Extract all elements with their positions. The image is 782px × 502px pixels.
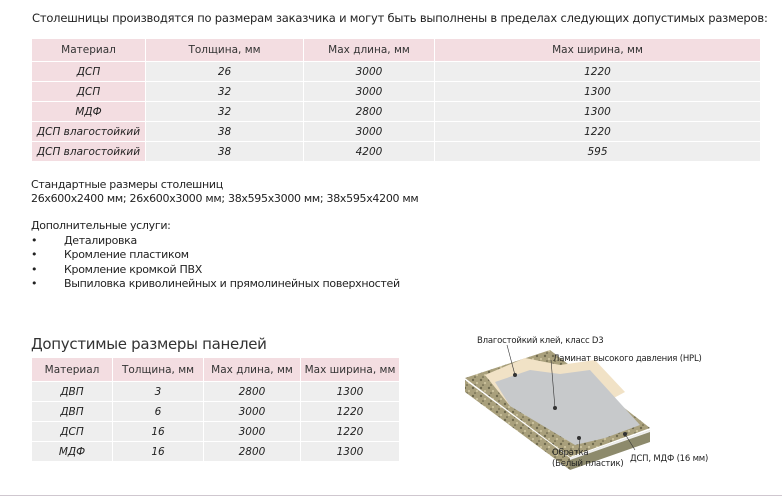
backing-pointer-dot <box>577 436 581 440</box>
cell-thickness: 16 <box>113 422 204 442</box>
cell-max-width: 1220 <box>435 62 761 82</box>
cell-max-length: 3000 <box>304 122 435 142</box>
cell-max-length: 3000 <box>204 402 301 422</box>
label-core: ДСП, МДФ (16 мм) <box>630 454 709 464</box>
glue-pointer-dot <box>513 373 517 377</box>
intro-text: Столешницы производятся по размерам заказчика и могут быть выполнены в пределах следующих допустимых размеров: <box>32 11 768 25</box>
cell-material: ДВП <box>32 402 113 422</box>
cell-thickness: 38 <box>146 142 304 162</box>
cell-max-width: 1300 <box>435 82 761 102</box>
list-item: • Кромление кромкой ПВХ <box>31 263 400 278</box>
cell-thickness: 6 <box>113 402 204 422</box>
cell-material: ДВП <box>32 382 113 402</box>
label-hpl: Ламинат высокого давления (HPL) <box>553 354 702 364</box>
table-row <box>32 422 400 442</box>
cell-thickness: 32 <box>146 102 304 122</box>
label-backing <box>552 448 624 469</box>
table-row <box>32 102 761 122</box>
table-row <box>32 142 761 162</box>
label-backing-line1: Обратка <box>552 448 589 458</box>
cell-material: ДСП <box>32 422 113 442</box>
column-header-thickness: Толщина, мм <box>113 358 204 382</box>
table-row <box>32 402 400 422</box>
cell-max-length: 4200 <box>304 142 435 162</box>
cell-material: МДФ <box>32 442 113 462</box>
list-item: • Кромление пластиком <box>31 248 400 263</box>
column-header-max-length: Max длина, мм <box>204 358 301 382</box>
panels-table <box>31 357 400 462</box>
cell-thickness: 32 <box>146 82 304 102</box>
table-row <box>32 382 400 402</box>
services-list <box>31 234 400 292</box>
cell-material: ДСП <box>32 82 146 102</box>
cell-thickness: 38 <box>146 122 304 142</box>
column-header-max-width: Max ширина, мм <box>301 358 400 382</box>
core-pointer-dot <box>623 432 627 436</box>
column-header-thickness: Толщина, мм <box>146 39 304 62</box>
standard-sizes <box>31 178 418 206</box>
list-item: • Выпиловка криволинейных и прямолинейных поверхностей <box>31 277 400 292</box>
column-header-max-length: Max длина, мм <box>304 39 435 62</box>
column-header-max-width: Max ширина, мм <box>435 39 761 62</box>
table-row <box>32 442 400 462</box>
cell-max-length: 2800 <box>304 102 435 122</box>
panels-title: Допустимые размеры панелей <box>31 335 267 353</box>
cell-material: ДСП <box>32 62 146 82</box>
label-backing-line2: (Белый пластик) <box>552 458 624 469</box>
table-row <box>32 62 761 82</box>
hpl-pointer-dot <box>553 406 557 410</box>
cell-thickness: 3 <box>113 382 204 402</box>
cell-material: МДФ <box>32 102 146 122</box>
table-header-row <box>32 358 400 382</box>
cell-max-width: 1220 <box>301 402 400 422</box>
services-title: Дополнительные услуги: <box>31 219 171 232</box>
label-glue: Влагостойкий клей, класс D3 <box>477 336 604 346</box>
cell-max-width: 1300 <box>435 102 761 122</box>
cell-max-length: 3000 <box>204 422 301 442</box>
cell-max-length: 2800 <box>204 442 301 462</box>
cell-material: ДСП влагостойкий <box>32 142 146 162</box>
table-header-row <box>32 39 761 62</box>
cell-thickness: 26 <box>146 62 304 82</box>
cell-max-width: 1220 <box>301 422 400 442</box>
cell-max-width: 1300 <box>301 442 400 462</box>
table-row <box>32 122 761 142</box>
cell-max-length: 2800 <box>204 382 301 402</box>
standard-sizes-value: 26х600х2400 мм; 26х600х3000 мм; 38х595х3000 мм; 38х595х4200 мм <box>31 192 419 205</box>
cell-material: ДСП влагостойкий <box>32 122 146 142</box>
list-item: • Деталировка <box>31 234 400 249</box>
bottom-divider <box>0 495 782 496</box>
column-header-material: Материал <box>32 39 146 62</box>
cell-thickness: 16 <box>113 442 204 462</box>
table-row <box>32 82 761 102</box>
cell-max-length: 3000 <box>304 62 435 82</box>
column-header-material: Материал <box>32 358 113 382</box>
worktops-table <box>31 38 761 162</box>
services <box>31 219 400 292</box>
cell-max-length: 3000 <box>304 82 435 102</box>
standard-sizes-title: Стандартные размеры столешниц <box>31 178 223 191</box>
cell-max-width: 595 <box>435 142 761 162</box>
cell-max-width: 1220 <box>435 122 761 142</box>
cell-max-width: 1300 <box>301 382 400 402</box>
